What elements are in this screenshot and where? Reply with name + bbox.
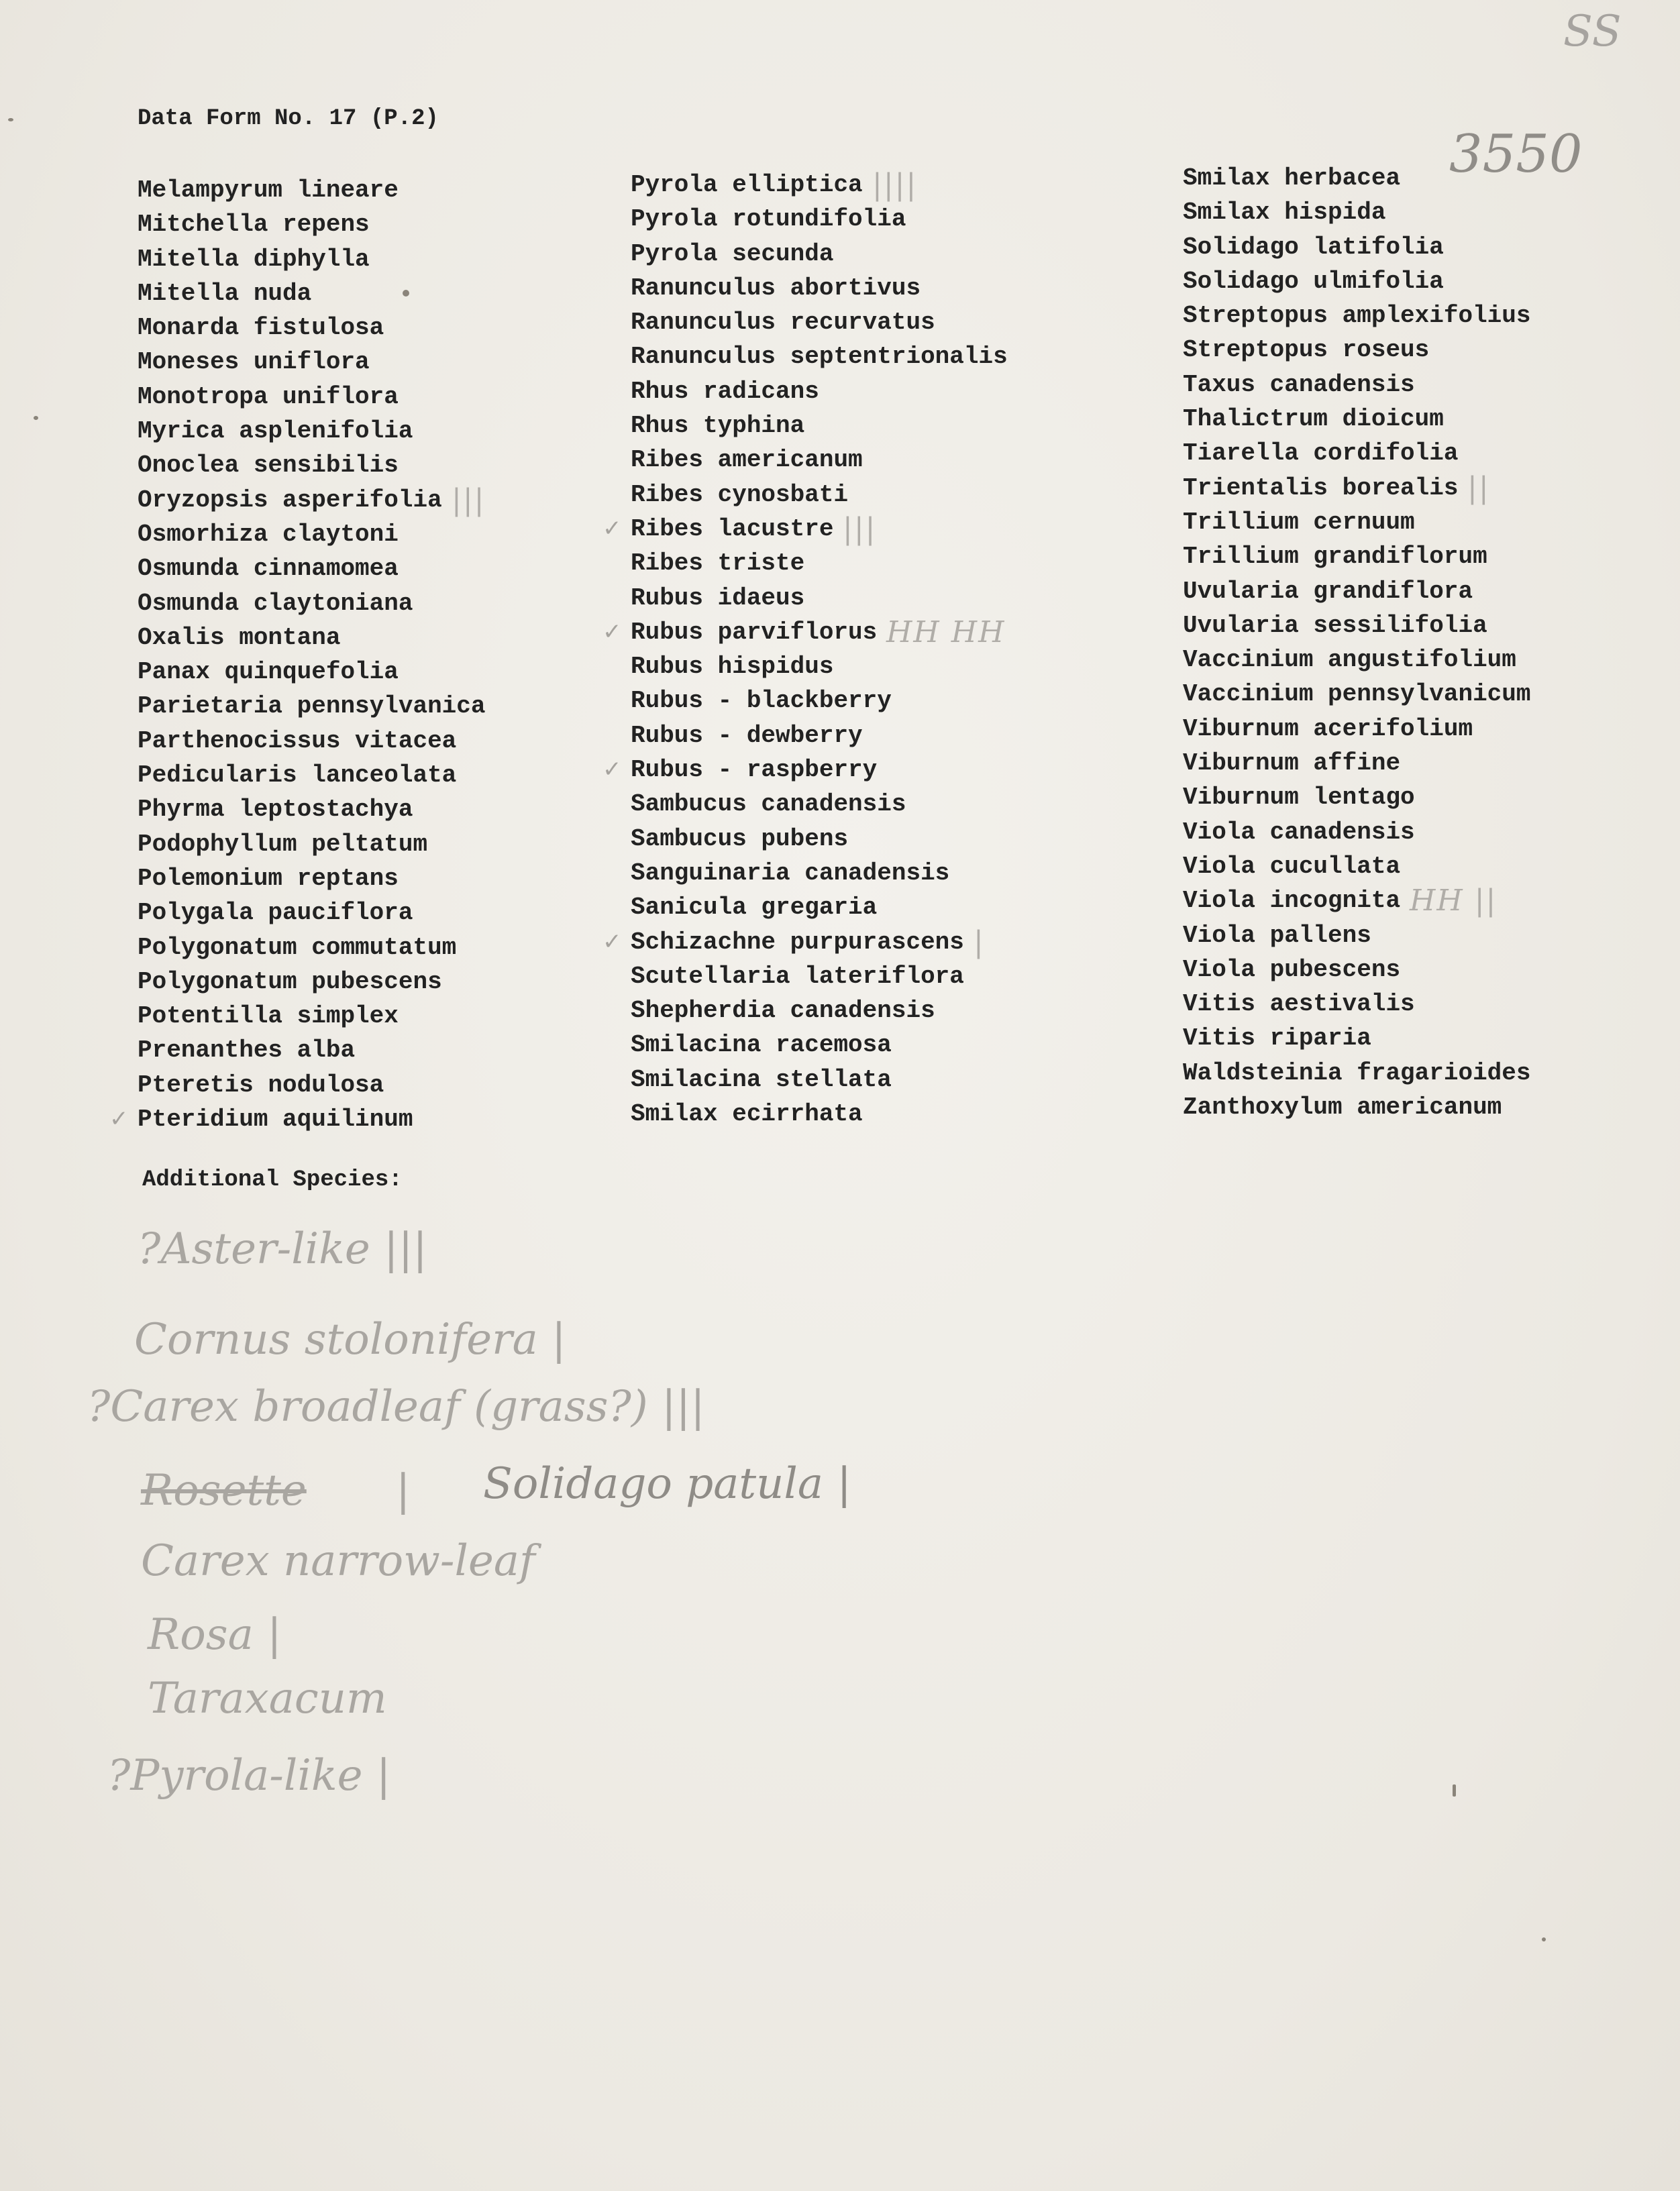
- species-name: Rubus hispidus: [631, 653, 834, 681]
- species-item: [631, 237, 1008, 271]
- species-item: [138, 621, 485, 655]
- species-name: Melampyrum lineare: [138, 176, 399, 204]
- species-item: [138, 827, 485, 861]
- form-header: Data Form No. 17 (P.2): [138, 106, 439, 131]
- paper-speck: [8, 118, 13, 121]
- species-name: Polygonatum commutatum: [138, 933, 457, 961]
- species-item: [138, 930, 485, 965]
- species-item: [1183, 299, 1530, 333]
- species-item: [1183, 953, 1530, 987]
- species-name: Osmunda claytoniana: [138, 589, 413, 617]
- species-name: Mitella nuda: [138, 279, 312, 307]
- species-name: Pyrola rotundifolia: [631, 205, 906, 233]
- species-name: Polygala pauciflora: [138, 899, 413, 927]
- corner-initials: SS: [1563, 7, 1622, 56]
- species-name: Smilax hispida: [1183, 199, 1386, 227]
- species-item: [1183, 643, 1530, 677]
- species-item: [1183, 230, 1530, 264]
- species-name: Oryzopsis asperifolia: [138, 486, 442, 514]
- species-name: Streptopus amplexifolius: [1183, 302, 1531, 330]
- species-name: Phyrma leptostachya: [138, 796, 413, 824]
- species-item: [138, 380, 485, 414]
- species-name: Mitella diphylla: [138, 245, 370, 273]
- species-item: [631, 271, 1008, 305]
- species-item: [138, 551, 485, 586]
- species-item: [1183, 1056, 1530, 1090]
- species-name: Ribes cynosbati: [631, 480, 849, 509]
- species-item: [1183, 574, 1530, 608]
- species-name: Rubus - raspberry: [631, 756, 878, 784]
- species-name: Sambucus pubens: [631, 824, 849, 853]
- species-name: Pyrola elliptica: [631, 171, 863, 199]
- species-item: [138, 792, 485, 826]
- species-name: Scutellaria lateriflora: [631, 962, 964, 990]
- species-name: Rubus idaeus: [631, 584, 805, 612]
- species-name: Rubus parviflorus: [631, 618, 878, 646]
- species-item: [631, 959, 1008, 994]
- species-item: [138, 414, 485, 448]
- species-name: Rubus - dewberry: [631, 721, 863, 749]
- species-name: Solidago ulmifolia: [1183, 267, 1444, 295]
- species-name: Solidago latifolia: [1183, 233, 1444, 261]
- species-item: [1183, 1090, 1530, 1124]
- species-name: Ranunculus septentrionalis: [631, 343, 1008, 371]
- species-name: Mitchella repens: [138, 211, 370, 239]
- handwritten-entry: Solidago patula |: [483, 1459, 851, 1509]
- species-name: Uvularia sessilifolia: [1183, 611, 1487, 639]
- species-name: Viola pubescens: [1183, 955, 1401, 983]
- species-name: Waldsteinia fragarioides: [1183, 1059, 1531, 1087]
- species-item: [631, 443, 1008, 477]
- handwritten-entry: Rosa |: [148, 1610, 282, 1660]
- species-item: [631, 374, 1008, 409]
- species-name: Taxus canadensis: [1183, 370, 1415, 398]
- species-name: Trientalis borealis: [1183, 474, 1459, 502]
- species-item: [138, 999, 485, 1033]
- species-item: [1183, 677, 1530, 711]
- species-item: [1183, 849, 1530, 884]
- handwritten-struck-entry: Rosette: [141, 1466, 307, 1515]
- species-item: [138, 861, 485, 896]
- species-item: [631, 822, 1008, 856]
- species-name: Podophyllum peltatum: [138, 830, 428, 858]
- tally-mark: |: [974, 924, 985, 959]
- species-name: Moneses uniflora: [138, 348, 370, 376]
- species-item: [138, 655, 485, 689]
- species-item: [631, 1028, 1008, 1062]
- species-item: [138, 345, 485, 379]
- species-item: [1183, 884, 1530, 918]
- paper-speck: [1453, 1784, 1456, 1797]
- paper-speck: [1542, 1937, 1546, 1941]
- species-item: [138, 724, 485, 758]
- handwritten-entry: Carex narrow-leaf: [141, 1536, 535, 1586]
- species-name: Ribes americanum: [631, 446, 863, 474]
- species-column-3: [1183, 161, 1530, 1124]
- additional-species-label: Additional Species:: [142, 1167, 403, 1193]
- species-name: Streptopus roseus: [1183, 336, 1430, 364]
- species-name: Panax quinquefolia: [138, 658, 399, 686]
- species-item: [138, 1033, 485, 1067]
- species-name: Polygonatum pubescens: [138, 967, 442, 996]
- species-name: Vitis riparia: [1183, 1024, 1371, 1053]
- species-item: [1183, 712, 1530, 746]
- check-mark-icon: ✓: [602, 756, 622, 784]
- species-item: [631, 409, 1008, 443]
- species-item: [138, 483, 485, 517]
- species-name: Vaccinium pennsylvanicum: [1183, 680, 1531, 708]
- species-item: [631, 787, 1008, 821]
- species-name: Sambucus canadensis: [631, 790, 906, 818]
- species-name: Tiarella cordifolia: [1183, 439, 1459, 468]
- species-name: Rhus typhina: [631, 412, 805, 440]
- species-item: [109, 1102, 485, 1136]
- species-name: Myrica asplenifolia: [138, 417, 413, 445]
- species-item: [631, 890, 1008, 924]
- species-name: Osmorhiza claytoni: [138, 520, 399, 548]
- paper-speck: [34, 416, 38, 420]
- species-item: [1183, 608, 1530, 643]
- species-item: [1183, 333, 1530, 367]
- species-name: Prenanthes alba: [138, 1036, 356, 1065]
- species-name: Monotropa uniflora: [138, 382, 399, 411]
- check-mark-icon: ✓: [602, 515, 622, 542]
- species-name: Parietaria pennsylvanica: [138, 692, 486, 720]
- species-name: Viola canadensis: [1183, 818, 1415, 846]
- check-mark-icon: ✓: [602, 618, 622, 645]
- species-item: [138, 207, 485, 242]
- species-name: Ranunculus abortivus: [631, 274, 921, 302]
- species-item: [602, 753, 1008, 787]
- species-name: Rubus - blackberry: [631, 687, 892, 715]
- species-item: [1183, 815, 1530, 849]
- species-item: [631, 1063, 1008, 1097]
- species-name: Smilax herbacea: [1183, 164, 1401, 192]
- species-name: Smilax ecirrhata: [631, 1100, 863, 1128]
- form-number-annotation: 3550: [1449, 124, 1583, 184]
- species-name: Ribes lacustre: [631, 515, 834, 543]
- species-item: [138, 896, 485, 930]
- species-item: [1183, 746, 1530, 780]
- species-item: [138, 173, 485, 207]
- species-name: Potentilla simplex: [138, 1002, 399, 1030]
- species-item: [1183, 161, 1530, 195]
- species-name: Viola cucullata: [1183, 852, 1401, 880]
- species-column-2: [602, 168, 1008, 1131]
- tally-mark: HH ||: [1410, 884, 1498, 918]
- species-name: Smilacina racemosa: [631, 1031, 892, 1059]
- species-name: Parthenocissus vitacea: [138, 727, 457, 755]
- species-name: Pteridium aquilinum: [138, 1106, 413, 1134]
- species-name: Viola pallens: [1183, 921, 1371, 949]
- species-name: Viburnum affine: [1183, 749, 1401, 778]
- paper-speck: [403, 290, 409, 297]
- handwritten-entry: ?Carex broadleaf (grass?) |||: [87, 1382, 705, 1432]
- species-name: Thalictrum dioicum: [1183, 405, 1444, 433]
- tally-mark: ||||: [872, 168, 918, 202]
- species-name: Monarda fistulosa: [138, 314, 384, 342]
- species-name: Pedicularis lanceolata: [138, 761, 457, 790]
- species-item: [631, 649, 1008, 684]
- species-name: Trillium cernuum: [1183, 508, 1415, 536]
- species-item: [1183, 402, 1530, 436]
- species-name: Osmunda cinnamomea: [138, 555, 399, 583]
- species-item: [631, 168, 1008, 202]
- handwritten-tally: |: [396, 1466, 411, 1515]
- species-item: [138, 311, 485, 345]
- species-item: [138, 448, 485, 482]
- check-mark-icon: ✓: [109, 1106, 129, 1133]
- tally-mark: |||: [843, 511, 877, 546]
- handwritten-entry: ?Pyrola-like |: [107, 1751, 391, 1801]
- species-name: Shepherdia canadensis: [631, 997, 935, 1025]
- species-item: [631, 856, 1008, 890]
- species-item: [631, 994, 1008, 1028]
- species-name: Viola incognita: [1183, 887, 1401, 915]
- handwritten-entry: Cornus stolonifera |: [134, 1315, 566, 1365]
- tally-mark: HH HH: [886, 614, 1006, 649]
- species-item: [631, 1097, 1008, 1131]
- handwritten-entry: Taraxacum: [148, 1674, 387, 1723]
- species-name: Vitis aestivalis: [1183, 990, 1415, 1018]
- species-name: Sanguinaria canadensis: [631, 859, 950, 887]
- species-item: [1183, 436, 1530, 470]
- species-name: Trillium grandiflorum: [1183, 543, 1487, 571]
- tally-mark: ||: [1467, 470, 1490, 505]
- species-name: Ribes triste: [631, 549, 805, 578]
- tally-mark: |||: [452, 482, 486, 517]
- species-item: [631, 305, 1008, 339]
- species-name: Pteretis nodulosa: [138, 1071, 384, 1099]
- species-item: [1183, 368, 1530, 402]
- species-item: [138, 689, 485, 723]
- handwritten-entry: ?Aster-like |||: [138, 1224, 427, 1274]
- species-item: [1183, 987, 1530, 1021]
- species-item: [138, 1068, 485, 1102]
- species-name: Rhus radicans: [631, 377, 819, 405]
- species-item: [631, 339, 1008, 374]
- species-name: Ranunculus recurvatus: [631, 309, 935, 337]
- species-name: Zanthoxylum americanum: [1183, 1093, 1502, 1122]
- species-item: [631, 581, 1008, 615]
- species-item: [138, 517, 485, 551]
- species-item: [1183, 264, 1530, 299]
- species-name: Polemonium reptans: [138, 864, 399, 892]
- species-item: [602, 924, 1008, 959]
- species-name: Vaccinium angustifolium: [1183, 646, 1516, 674]
- species-name: Viburnum acerifolium: [1183, 714, 1473, 743]
- species-item: [631, 478, 1008, 512]
- species-item: [1183, 1021, 1530, 1055]
- species-column-1: [109, 173, 486, 1136]
- species-item: [138, 276, 485, 311]
- species-name: Schizachne purpurascens: [631, 928, 964, 956]
- species-item: [602, 614, 1008, 649]
- check-mark-icon: ✓: [602, 928, 622, 955]
- species-name: Smilacina stellata: [631, 1065, 892, 1093]
- species-item: [138, 758, 485, 792]
- species-item: [1183, 505, 1530, 539]
- species-name: Onoclea sensibilis: [138, 451, 399, 480]
- species-item: [138, 965, 485, 999]
- species-item: [1183, 918, 1530, 953]
- species-item: [1183, 195, 1530, 229]
- species-item: [1183, 539, 1530, 574]
- species-name: Sanicula gregaria: [631, 894, 878, 922]
- species-item: [631, 718, 1008, 753]
- species-item: [138, 242, 485, 276]
- species-item: [631, 684, 1008, 718]
- species-item: [1183, 780, 1530, 814]
- species-item: [602, 511, 1008, 546]
- species-item: [631, 202, 1008, 236]
- species-name: Viburnum lentago: [1183, 784, 1415, 812]
- species-item: [631, 546, 1008, 580]
- species-item: [1183, 471, 1530, 505]
- species-name: Oxalis montana: [138, 623, 341, 651]
- species-name: Pyrola secunda: [631, 239, 834, 268]
- species-name: Uvularia grandiflora: [1183, 577, 1473, 605]
- species-item: [138, 586, 485, 621]
